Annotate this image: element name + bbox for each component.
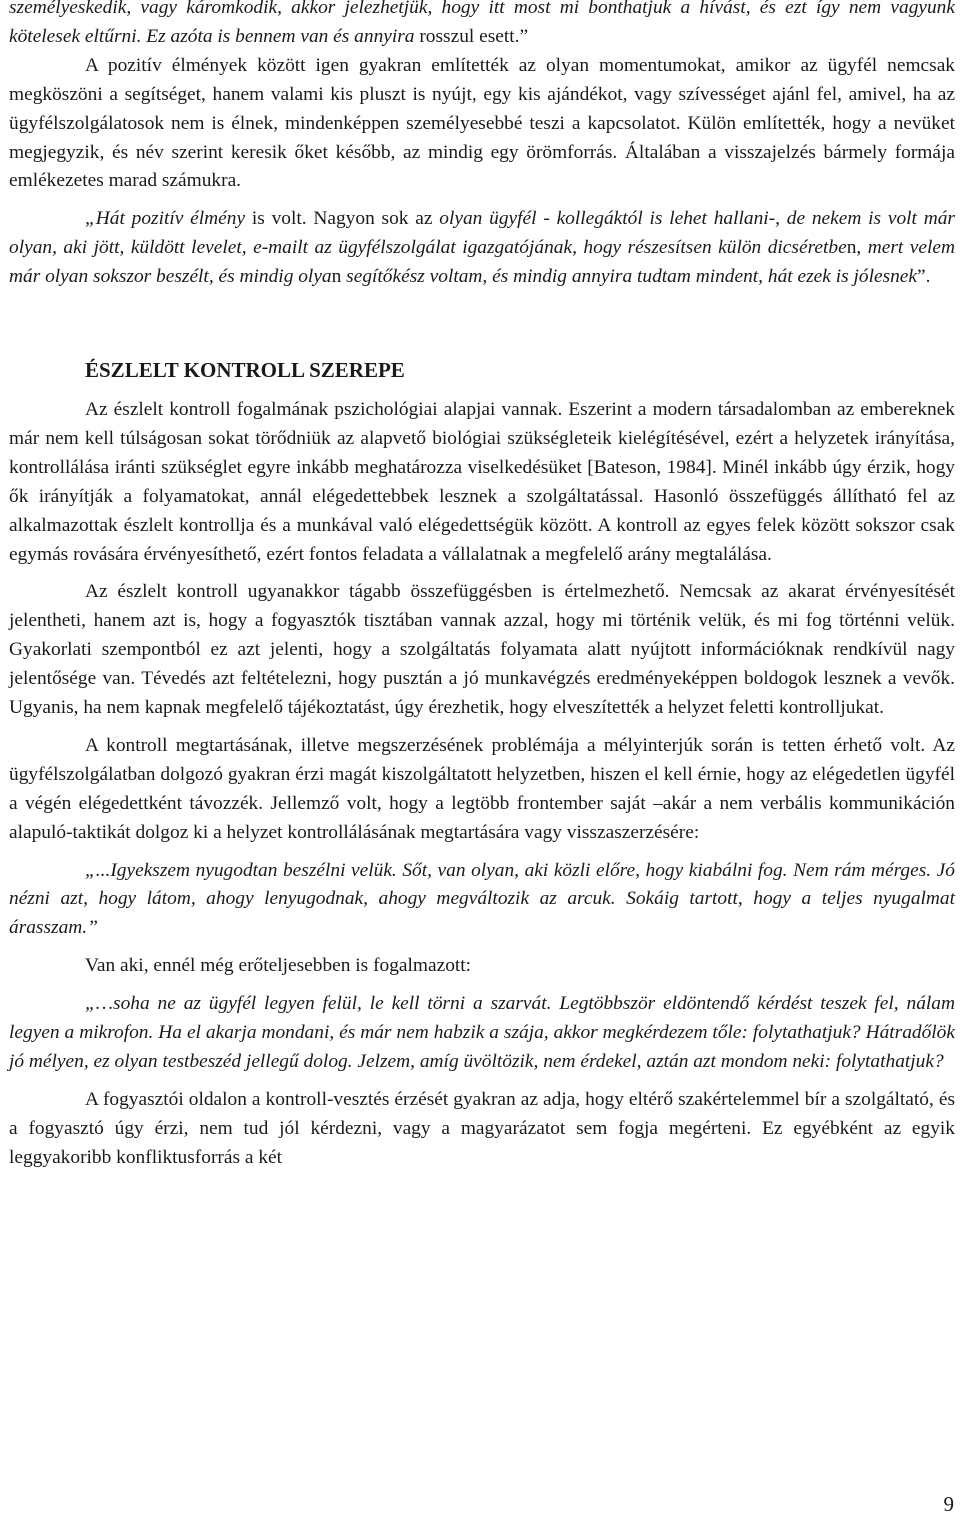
quote-segment-upright: n, — [846, 237, 868, 259]
quote-segment-upright: is volt. Nagyon sok az — [245, 208, 440, 230]
paragraph-perceived-control: Az észlelt kontroll fogalmának pszichológiai alapjai vannak. Eszerint a modern társadalomban az embereknek már nem kell túlságosan sokat törődniük az alapvető biológiai szükségleteik kielégítésével, ezért a helyzetek irányítása, kontrollálása iránti szükséglet egyre inkább meghatározza viselkedésüket [Bateson, 1984]. Minél inkább úgy érzik, hogy ők irányítják a folyamatokat, annál elégedettebbek lesznek a szolgáltatással. Hasonló összefüggés állítható fel az alkalmazottak észlelt kontrollja és a munkával való elégedettségük között. A kontroll az egyes felek között sokszor csak egymás rovására érvényesíthető, ezért fontos feladata a vállalatnak a megfelelő arány megtalálása. — [9, 398, 955, 565]
section-heading: ÉSZLELT KONTROLL SZEREPE — [85, 358, 405, 383]
quote-segment-upright: ”. — [917, 266, 931, 288]
quote-text-upright: rosszul esett.” — [414, 25, 529, 47]
quote-segment-upright: n — [331, 266, 347, 288]
quote-segment: mert velem már olyan sokszor beszélt, és mindig olya — [9, 237, 956, 288]
paragraph-continuation — [9, 0, 955, 52]
interview-quote-1: „...Igyekszem nyugodtan beszélni velük. Sőt, van olyan, aki közli előre, hogy kiabálni fog. Nem rám mérges. Jó nézni azt, hogy látom, ahogy lenyugodnak, ahogy megváltozik az arcuk. Sokáig tartott, hogy a teljes nyugalmat árasszam.” — [9, 859, 955, 939]
paragraph-consumer-side: A fogyasztói oldalon a kontroll-vesztés érzését gyakran az adja, hogy eltérő szakértelemmel bír a szolgáltató, és a fogyasztó úgy érzi, nem tud jól kérdezni, vagy a magyarázatot sem fogja megérteni. Ez egyébként az egyik leggyakoribb konfliktusforrás a két — [9, 1088, 955, 1168]
paragraph-wider-context: Az észlelt kontroll ugyanakkor tágabb összefüggésben is értelmezhető. Nemcsak az akarat érvényesítését jelentheti, hanem azt is, hogy a fogyasztók tisztában vannak azzal, hogy mi történik velük, és mi fog történni velük. Gyakorlati szempontból ez azt jelenti, hogy a szolgáltatás folyamata alatt nyújtott információknak rendkívül nagy jelentősége van. Tévedés azt feltételezni, hogy pusztán a jó munkavégzés eredményeképpen boldogok lesznek a vevők. Ugyanis, ha nem kapnak megfelelő tájékoztatást, úgy érezhetik, hogy elveszítették a helyzet feletti kontrolljukat. — [9, 581, 955, 719]
interview-quote-2: „…soha ne az ügyfél legyen felül, le kell törni a szarvát. Legtöbbször eldöntendő kérdést teszek fel, nálam legyen a mikrofon. Ha el akarja mondani, és már nem habzik a szája, akkor megkérdezem tőle: folytathatjuk? Hátradőlök jó mélyen, ez olyan testbeszéd jellegű dolog. Jelzem, amíg üvöltözik, nem érdekel, aztán azt mondom neki: folytathatjuk? — [9, 993, 955, 1072]
paragraph-intro-quote-2: Van aki, ennél még erőteljesebben is fogalmazott: — [85, 955, 472, 977]
paragraph-control-problem: A kontroll megtartásának, illetve megszerzésének problémája a mélyinterjúk során is tetten érhető volt. Az ügyfélszolgálatban dolgozó gyakran érzi magát kiszolgáltatott helyzetben, hiszen el kell érnie, hogy az elégedetlen ügyfél a végén elégedettként távozzék. Jellemző volt, hogy a legtöbb frontember saját –akár a nem verbális kommunikáción alapuló-taktikát dolgoz ki a helyzet kontrollálásának megtartására vagy visszaszerzésére: — [9, 734, 955, 843]
paragraph-positive-experiences: A pozitív élmények között igen gyakran említették az olyan momentumokat, amikor az ügyfél nemcsak megköszöni a segítséget, hanem valami kis pluszt is nyújt, egy kis ajándékot, vagy szívességet ajánl fel, amivel, ha az ügyfélszolgálatosok nem is élnek, mindenképpen személyesebbé teszi a kapcsolatot. Külön említették, hogy a nevüket megjegyzik, és név szerint keresik őket később, az mindig egy örömforrás. Általában a visszajelzés bármely formája emlékezetes marad számukra. — [9, 54, 955, 192]
page-number: 9 — [943, 1492, 954, 1516]
quote-text: személyeskedik, vagy káromkodik, akkor jelezhetjük, hogy itt most mi bonthatjuk a hívást, és ezt így nem vagyunk kötelesek eltűrni. Ez azóta is bennem van és annyira — [9, 0, 955, 47]
document-page — [9, 0, 955, 1173]
quote-segment: segítőkész voltam, és mindig annyira tudtam mindent, hát ezek is jólesnek — [346, 266, 918, 288]
paragraph-quote-positive — [9, 205, 955, 292]
quote-segment: „Hát pozitív élmény — [85, 208, 246, 230]
quote-segment: olyan ügyfél - kollegáktól is lehet hallani-, de nekem is volt már olyan, aki jött, küldött levelet, e-mailt az ügyfélszolgálat igazgatójának, hogy részesítsen külön dicséretbe — [9, 208, 955, 259]
